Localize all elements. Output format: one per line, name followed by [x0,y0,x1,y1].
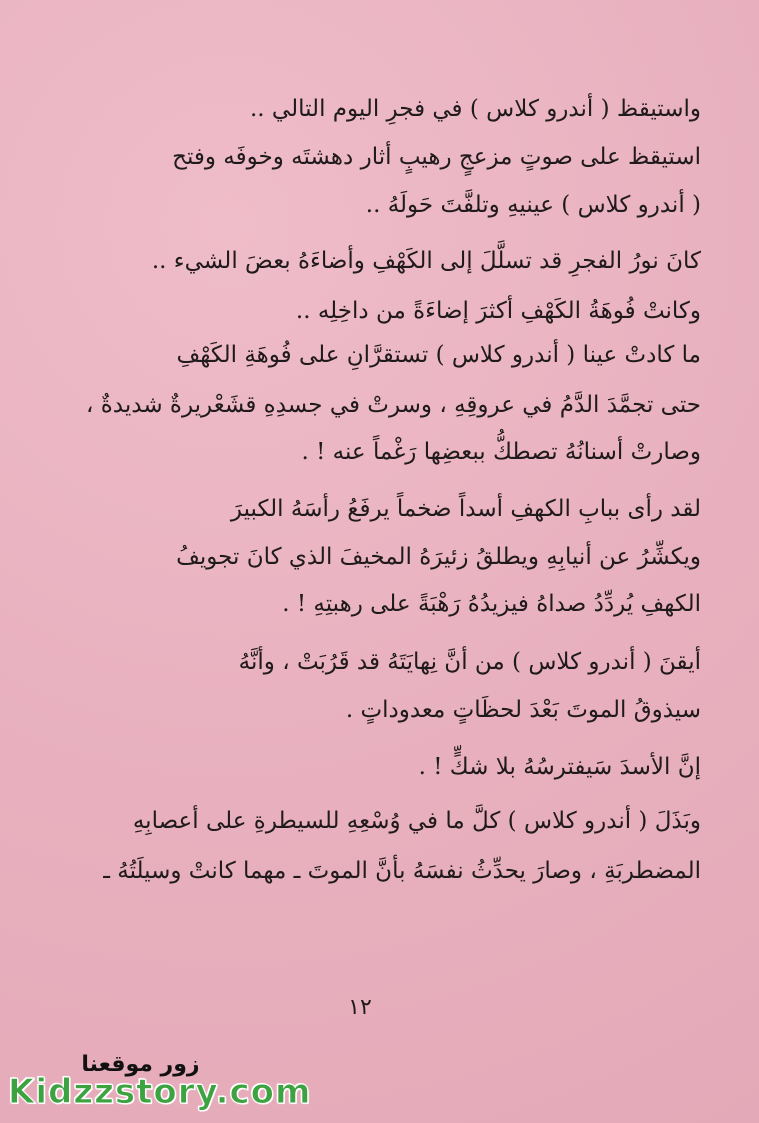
text-line: أيقنَ ( أندرو كلاس ) من أنَّ نِهايَتَهُ قد قَرُبَتْ ، وأنَّهُ [238,648,701,675]
text-line: وبَذَلَ ( أندرو كلاس ) كلَّ ما في وُسْعِهِ للسيطرةِ على أعصابِهِ [132,808,701,835]
text-line: الكهفِ يُردِّدُ صداهُ فيزيدُهُ رَهْبَةً على رهبتِهِ ! . [282,591,701,618]
text-line: ما كادتْ عينا ( أندرو كلاس ) تستقرَّانِ على فُوهَةِ الكَهْفِ [176,342,701,369]
page-number: ١٢ [348,995,372,1020]
text-line: حتى تجمَّدَ الدَّمُ في عروقِهِ ، وسرتْ في جسدِهِ قشَعْريرةٌ شديدةٌ ، [86,391,701,418]
text-line: المضطربَةِ ، وصارَ يحدِّثُ نفسَهُ بأنَّ الموتَ ـ مهما كانتْ وسيلَتُهُ ـ [103,857,701,884]
text-line: إنَّ الأسدَ سَيفترسُهُ بلا شكٍّ ! . [418,753,701,780]
watermark-visit-text: زور موقعنا [81,1052,200,1077]
text-line: ويكشِّرُ عن أنيابِهِ ويطلقُ زئيرَهُ المخيفَ الذي كانَ تجويفُ [176,543,701,570]
story-text [62,96,701,884]
text-line: ( أندرو كلاس ) عينيهِ وتلفَّتَ حَولَهُ .. [365,191,701,218]
text-line: سيذوقُ الموتَ بَعْدَ لحظَاتٍ معدوداتٍ . [345,697,701,724]
text-line: لقد رأى ببابِ الكهفِ أسداً ضخماً يرفَعُ رأسَهُ الكبيرَ [230,495,701,522]
watermark-logo[interactable]: Kidzzstory.com [8,1072,312,1112]
text-line: استيقظ على صوتٍ مزعجٍ رهيبٍ أثار دهشتَه وخوفَه وفتح [172,144,701,171]
text-line: واستيقظ ( أندرو كلاس ) في فجرِ اليوم التالي .. [250,96,701,122]
text-line: وصارتْ أسنانُهُ تصطكُّ ببعضِها رَغْماً عنه ! . [301,439,701,466]
text-line: وكانتْ فُوهَةُ الكَهْفِ أكثرَ إضاءَةً من داخِلِه .. [295,297,701,324]
text-line: كانَ نورُ الفجرِ قد تسلَّلَ إلى الكَهْفِ وأضاءَهُ بعضَ الشيء .. [151,248,701,275]
